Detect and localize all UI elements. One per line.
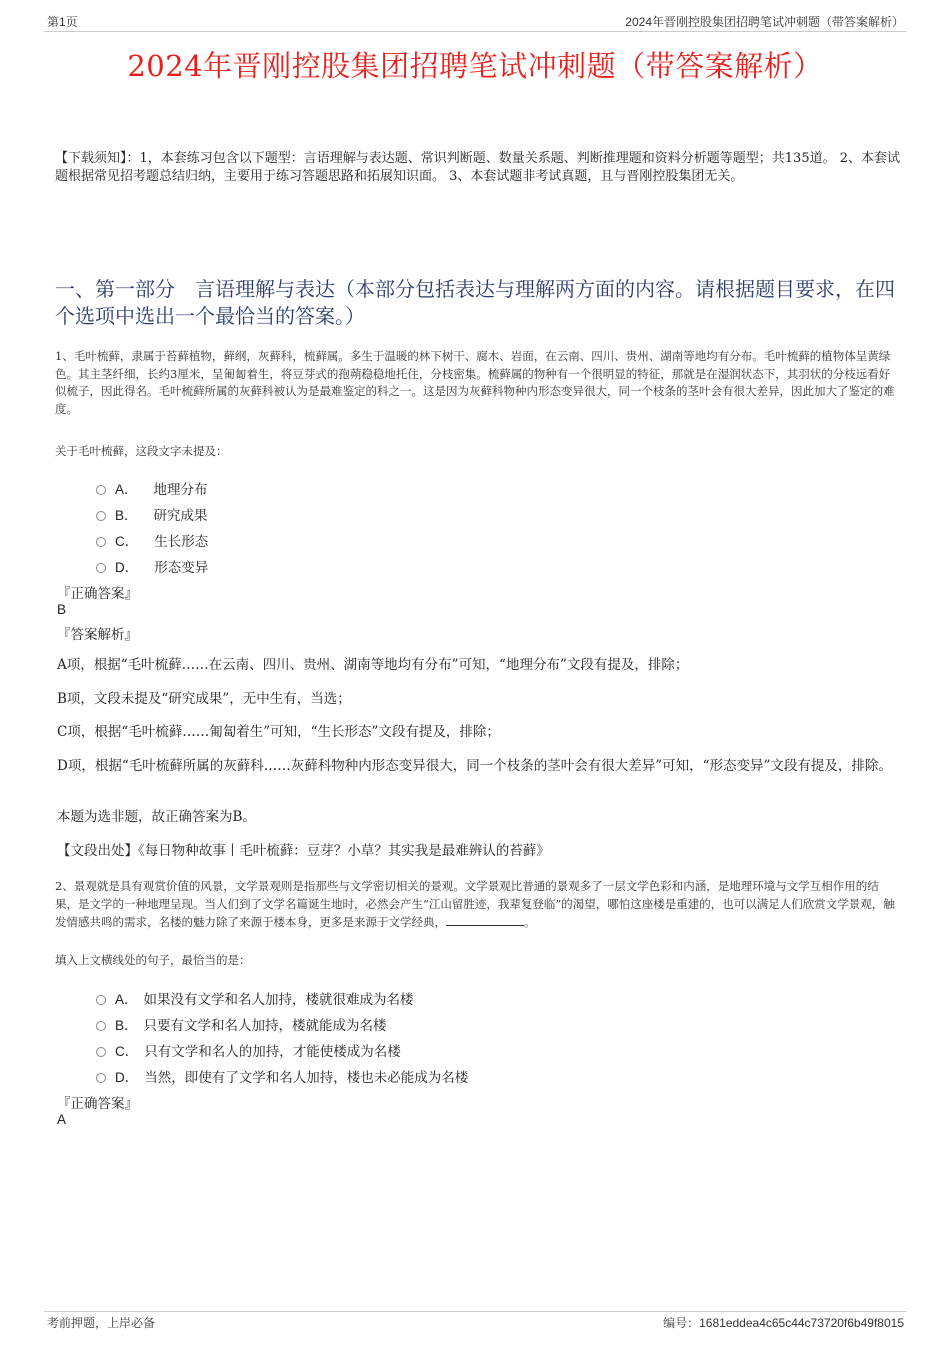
header-divider [44, 31, 906, 32]
radio-icon[interactable] [96, 1021, 106, 1031]
question-2-option-b[interactable] [96, 1014, 387, 1034]
option-letter: A． [115, 482, 138, 497]
option-letter: A． [115, 992, 138, 1007]
question-2-option-a[interactable] [96, 988, 414, 1008]
question-1-option-a[interactable] [96, 478, 208, 498]
question-1-source: 【文段出处】《每日物种故事丨毛叶梳藓：豆芽？小草？其实我是最难辨认的苔藓》 [57, 843, 550, 859]
question-2-answer-label: 『正确答案』 [57, 1096, 138, 1112]
option-letter: C． [115, 534, 139, 549]
analysis-line-b: B项，文段未提及“研究成果”，无中生有，当选； [57, 691, 351, 707]
option-letter: D． [115, 1070, 139, 1085]
page-title: 2024年晋刚控股集团招聘笔试冲刺题（带答案解析） [127, 49, 823, 83]
question-2-passage-end: 。 [524, 915, 536, 929]
option-letter: B． [115, 1018, 138, 1033]
question-2-passage [55, 878, 900, 932]
radio-icon[interactable] [96, 1047, 106, 1057]
question-2-answer: A [57, 1112, 67, 1127]
question-2-passage-text: 2、景观就是具有观赏价值的风景，文学景观则是指那些与文学密切相关的景观。文学景观比普通的景观多了一层文学色彩和内涵，是地理环境与文学互相作用的结果，是文学的一种地理呈现。当人们到了文学名篇诞生地时，必然会产生“江山留胜迹，我辈复登临”的渴望，哪怕这座楼是重建的，也可以满足人们欣赏文学景观，触发情感共鸣的需求，名楼的魅力除了来源于楼本身，更多是来源于文学经典， [55, 879, 895, 929]
running-title: 2024年晋刚控股集团招聘笔试冲刺题（带答案解析） [625, 15, 904, 29]
option-text: 当然，即使有了文学和名人加持，楼也未必能成为名楼 [144, 1070, 469, 1086]
question-2-option-c[interactable] [96, 1040, 401, 1060]
option-text: 地理分布 [153, 482, 208, 498]
question-1-answer: B [57, 602, 67, 617]
radio-icon[interactable] [96, 563, 106, 573]
question-1-passage: 1、毛叶梳藓，隶属于苔藓植物，藓纲，灰藓科，梳藓属。多生于温暖的林下树干、腐木、岩面，在云南、四川、贵州、湖南等地均有分布。毛叶梳藓的植物体呈黄绿色。其主茎纤细，长约3厘米，呈匍匐着生，将豆芽式的孢蒴稳稳地托住，分枝密集。梳藓属的物种有一个很明显的特征，那就是在湿润状态下，其羽状的分枝远看好似梳子，因此得名。毛叶梳藓所属的灰藓科被认为是最难鉴定的科之一。这是因为灰藓科物种内形态变异很大，同一个枝条的茎叶会有很大差异，因此加大了鉴定的难度。 [55, 349, 895, 416]
footer-slogan: 考前押题，上岸必备 [47, 1316, 156, 1330]
question-1-prompt: 关于毛叶梳藓，这段文字未提及： [55, 444, 228, 458]
option-letter: D． [115, 560, 139, 575]
option-text: 研究成果 [153, 508, 208, 524]
section-heading: 一、第一部分 言语理解与表达（本部分包括表达与理解两方面的内容。请根据题目要求，在四个选项中选出一个最恰当的答案。） [55, 277, 895, 328]
fill-blank [446, 913, 524, 926]
question-2-option-d[interactable] [96, 1066, 468, 1086]
analysis-line-c: C项，根据“毛叶梳藓……匍匐着生”可知，“生长形态”文段有提及，排除； [57, 724, 500, 740]
option-text: 形态变异 [154, 560, 209, 576]
document-code [663, 1314, 904, 1331]
code-value: 1681eddea4c65c44c73720f6b49f8015 [699, 1316, 904, 1330]
option-text: 只要有文学和名人加持，楼就能成为名楼 [143, 1018, 387, 1034]
code-label: 编号： [663, 1316, 700, 1330]
option-letter: B． [115, 508, 138, 523]
question-2-prompt: 填入上文横线处的句子，最恰当的是： [55, 953, 251, 967]
question-1-option-b[interactable] [96, 504, 208, 524]
radio-icon[interactable] [96, 511, 106, 521]
radio-icon[interactable] [96, 485, 106, 495]
analysis-line-d: D项，根据“毛叶梳藓所属的灰藓科……灰藓科物种内形态变异很大，同一个枝条的茎叶会有很大差异”可知，“形态变异”文段有提及，排除。 [57, 758, 892, 774]
question-1-option-d[interactable] [96, 556, 208, 576]
footer-divider [44, 1311, 906, 1312]
question-1-answer-label: 『正确答案』 [57, 586, 138, 602]
radio-icon[interactable] [96, 995, 106, 1005]
radio-icon[interactable] [96, 1073, 106, 1083]
option-text: 只有文学和名人的加持，才能使楼成为名楼 [144, 1044, 401, 1060]
option-letter: C． [115, 1044, 139, 1059]
question-1-option-c[interactable] [96, 530, 208, 550]
option-text: 如果没有文学和名人加持，楼就很难成为名楼 [143, 992, 414, 1008]
download-notice: 【下载须知】：1，本套练习包含以下题型：言语理解与表达题、常识判断题、数量关系题、判断推理题和资料分析题等题型；共135道。 2、本套试题根据常见招考题总结归纳，主要用于练习答题思路和拓展知识面。 3、本套试题非考试真题，且与晋刚控股集团无关。 [55, 151, 900, 184]
analysis-line-a: A项，根据“毛叶梳藓……在云南、四川、贵州、湖南等地均有分布”可知，“地理分布”文段有提及，排除； [57, 657, 689, 673]
analysis-conclusion: 本题为选非题，故正确答案为B。 [57, 809, 256, 825]
question-1-analysis-label: 『答案解析』 [57, 627, 138, 643]
option-text: 生长形态 [154, 534, 209, 550]
radio-icon[interactable] [96, 537, 106, 547]
page-number: 第1页 [47, 15, 78, 29]
